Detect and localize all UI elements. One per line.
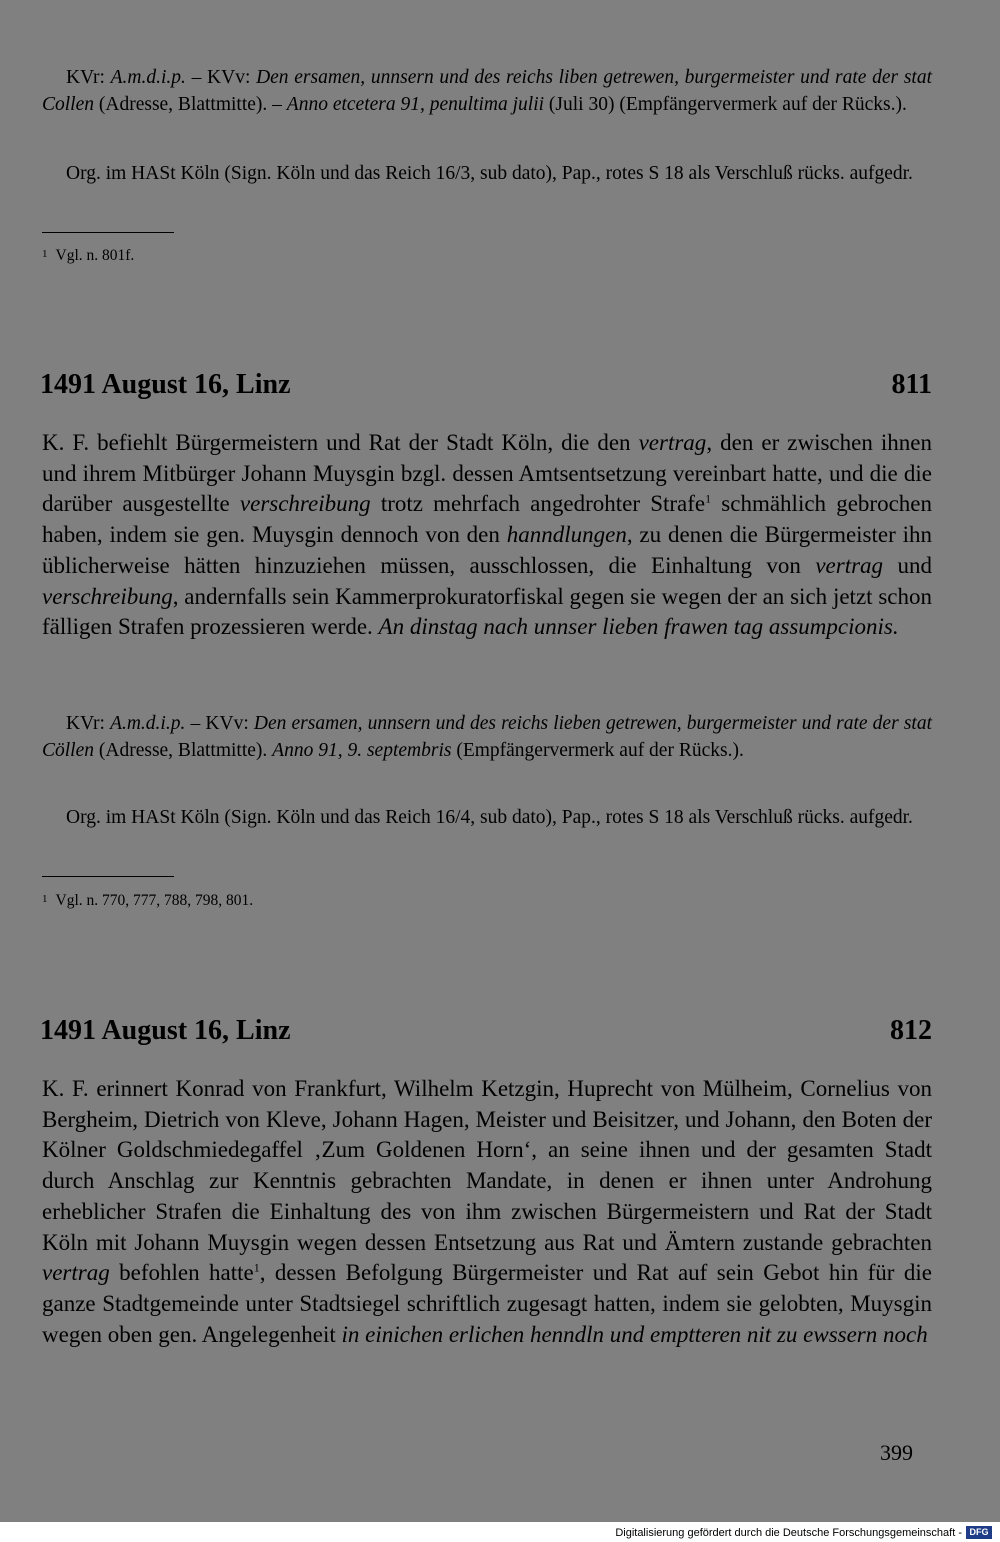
entry-812-regest: K. F. erinnert Konrad von Frankfurt, Wilhelm Ketzgin, Huprecht von Mülheim, Cornelius von Bergheim, Dietrich von Kleve, Johann Hagen, Meister und Beisitzer, und Johann, den Boten der Kölner Goldschmiedegaffel ‚Zum Goldenen Horn‘, an seine ihnen und der gesamten Stadt durch Anschlag zur Kenntnis gebrachten Mandate, in denen er ihnen unter Androhung erheblicher Strafen die Einhaltung des von ihm zwischen Bürgermeistern und Rat der Stadt Köln mit Johann Muysgin wegen dessen Entsetzung aus Rat und Ämtern zustande gebrachten vertrag befohlen hatte$^1$, dessen Befolgung Bürgermeister und Rat auf sein Gebot hin für die ganze Stadtgemeinde unter Stadtsiegel schriftlich zugesagt hatten, indem sie gelobten, Muysgin wegen oben gen. Angelegenheit in einichen erlichen henndln und emptteren nit zu ewssern noch bbox=[42, 1076, 932, 1347]
footnote-ref: 1 bbox=[253, 1260, 260, 1275]
kv-text: – KVv: bbox=[185, 67, 257, 88]
entry-date-place: 1491 August 16, Linz bbox=[40, 1015, 291, 1046]
entry-number: 812 bbox=[890, 1015, 932, 1046]
kv-italic: Den ersamen, unnsern und des reichs liben getrewen, burgermeister und rate der stat Collen bbox=[42, 67, 932, 115]
entry-811-org bbox=[42, 804, 932, 831]
footnote-number: 1 bbox=[42, 248, 48, 260]
entry-heading-812 bbox=[40, 1014, 932, 1048]
footnote bbox=[42, 246, 134, 266]
org-text: Org. im HASt Köln (Sign. Köln und das Reich 16/4, sub dato), Pap., rotes S 18 als Verschluß rücks. aufgedr. bbox=[66, 807, 913, 828]
dfg-logo: DFG bbox=[966, 1526, 992, 1539]
kv-text: (Adresse, Blattmitte). – bbox=[94, 94, 287, 115]
page-number: 399 bbox=[880, 1440, 913, 1465]
kv-italic: Anno etcetera 91, penultima julii bbox=[286, 94, 545, 115]
footnote-rule bbox=[42, 232, 174, 233]
footnote-rule bbox=[42, 876, 174, 877]
footnote-number: 1 bbox=[42, 893, 48, 905]
previous-entry-org bbox=[42, 160, 932, 187]
footnote-text: Vgl. n. 801f. bbox=[55, 247, 135, 264]
footnote-text: Vgl. n. 770, 777, 788, 798, 801. bbox=[55, 892, 254, 909]
org-text: Org. im HASt Köln (Sign. Köln und das Reich 16/3, sub dato), Pap., rotes S 18 als Verschluß rücks. aufgedr. bbox=[66, 163, 913, 184]
footnote bbox=[42, 891, 253, 911]
entry-number: 811 bbox=[891, 369, 932, 400]
kv-italic: A.m.d.i.p. bbox=[110, 67, 186, 88]
footer-credit: Digitalisierung gefördert durch die Deutsche Forschungsgemeinschaft - bbox=[615, 1527, 962, 1539]
kv-text: KVr: bbox=[66, 67, 111, 88]
footnote-ref: 1 bbox=[705, 491, 712, 506]
previous-entry-kv bbox=[42, 64, 932, 118]
kv-text: (Juli 30) (Empfängervermerk auf der Rücks.). bbox=[544, 94, 907, 115]
entry-811-regest: K. F. befiehlt Bürgermeistern und Rat der Stadt Köln, die den vertrag, den er zwischen ihnen und ihrem Mitbürger Johann Muysgin bzgl. dessen Amtsentsetzung vereinbart hatte, und die die darüber ausgestellte verschreibung trotz mehrfach angedrohter Strafe$^1$ schmählich gebrochen haben, indem sie gen. Muysgin dennoch von den hanndlungen, zu denen die Bürgermeister ihn üblicherweise hätten hinzuziehen müssen, ausschlossen, die Einhaltung von vertrag und verschreibung, andernfalls sein Kammerprokuratorfiskal gegen sie wegen der an sich jetzt schon fälligen Strafen prozessieren werde. An dinstag nach unnser lieben frawen tag assumpcionis. bbox=[42, 430, 933, 640]
entry-811-kv: KVr: A.m.d.i.p. – KVv: Den ersamen, unnsern und des reichs lieben getrewen, burgermeister und rate der stat Cöllen (Adresse, Blattmitte). Anno 91, 9. septembris (Empfängervermerk auf der Rücks.). bbox=[42, 713, 932, 761]
entry-date-place: 1491 August 16, Linz bbox=[40, 369, 291, 400]
entry-heading-811 bbox=[40, 368, 932, 402]
